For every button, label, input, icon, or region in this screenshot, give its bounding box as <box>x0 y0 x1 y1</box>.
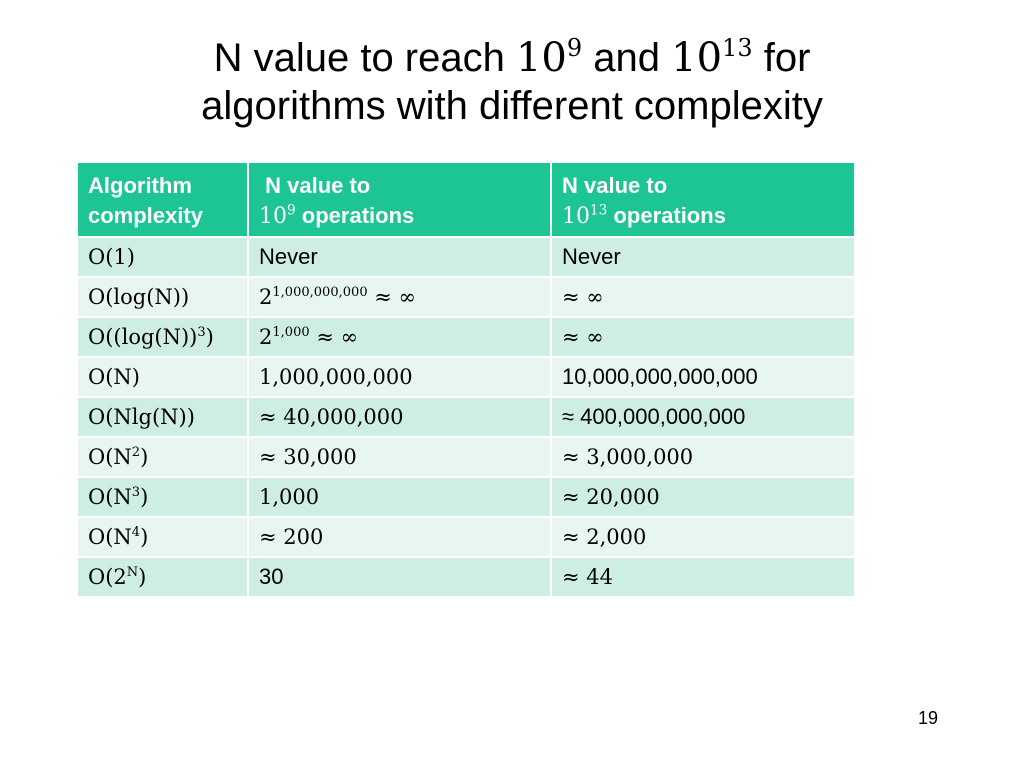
table-row <box>77 237 855 277</box>
table-row <box>77 557 855 597</box>
complexity-cell: $O(2^N)$ <box>77 557 248 597</box>
table-row <box>77 317 855 357</box>
slide-title <box>100 34 924 130</box>
n-1e9-cell: ≈ 40,000,000 <box>248 397 551 437</box>
table-header-row <box>77 162 855 237</box>
complexity-cell: $O(N^4)$ <box>77 517 248 557</box>
complexity-cell: $O((\log(N))^3)$ <box>77 317 248 357</box>
n-1e13-cell: ≈ 400,000,000,000 <box>551 397 855 437</box>
n-1e9-cell: ≈ 200 <box>248 517 551 557</box>
title-power-2: $10^{13}$ <box>671 34 753 81</box>
n-1e9-cell: 30 <box>248 557 551 597</box>
n-1e13-cell: ≈ 2,000 <box>551 517 855 557</box>
n-1e13-cell: Never <box>551 237 855 277</box>
n-1e9-cell: $2^{1,000}$ ≈ ∞ <box>248 317 551 357</box>
header-n-1e9: N value to $10^9$ operations <box>248 162 551 237</box>
title-line-2: algorithms with different complexity <box>201 84 823 128</box>
header-n-1e13: N value to $10^{13}$ operations <box>551 162 855 237</box>
n-1e13-cell: ≈ ∞ <box>551 277 855 317</box>
table-row <box>77 477 855 517</box>
n-1e9-cell: $2^{1,000,000,000}$ ≈ ∞ <box>248 277 551 317</box>
n-1e9-cell: ≈ 30,000 <box>248 437 551 477</box>
table-row <box>77 357 855 397</box>
table-row <box>77 517 855 557</box>
table-row <box>77 277 855 317</box>
complexity-table <box>76 161 856 598</box>
header-algorithm-complexity: Algorithm complexity <box>77 162 248 237</box>
complexity-cell: $O(N^2)$ <box>77 437 248 477</box>
n-1e9-cell: 1,000,000,000 <box>248 357 551 397</box>
table-row <box>77 437 855 477</box>
n-1e13-cell: ≈ 44 <box>551 557 855 597</box>
title-line-1: N value to reach $10^9$ and $10^{13}$ for <box>213 34 811 81</box>
n-1e9-cell: Never <box>248 237 551 277</box>
title-power-1: $10^9$ <box>515 34 583 81</box>
n-1e9-cell: 1,000 <box>248 477 551 517</box>
n-1e13-cell: ≈ 20,000 <box>551 477 855 517</box>
table-body <box>77 237 855 597</box>
complexity-cell: O(log(N)) <box>77 277 248 317</box>
table-row <box>77 397 855 437</box>
complexity-cell: O(1) <box>77 237 248 277</box>
n-1e13-cell: ≈ ∞ <box>551 317 855 357</box>
complexity-cell: O(N) <box>77 357 248 397</box>
complexity-cell: O(Nlg(N)) <box>77 397 248 437</box>
n-1e13-cell: 10,000,000,000,000 <box>551 357 855 397</box>
n-1e13-cell: ≈ 3,000,000 <box>551 437 855 477</box>
complexity-cell: $O(N^3)$ <box>77 477 248 517</box>
page-number: 19 <box>917 708 938 728</box>
